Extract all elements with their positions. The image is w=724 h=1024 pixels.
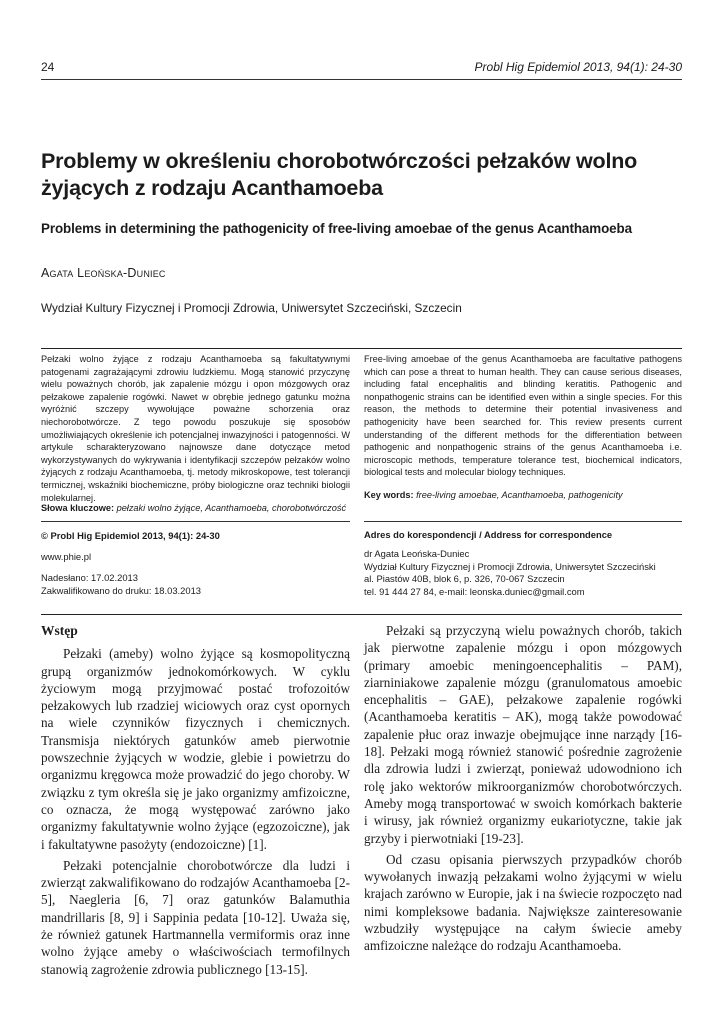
body-paragraph: Pełzaki (ameby) wolno żyjące są kosmopolityczną grupą organizmów jednokomórkowych. W cyklu życiowym mogą przyjmować postać trofozoitów pełzakowych lub rzadziej wiciowych oraz cyst opornych na wiele czynników fizycznych i chemicznych. Transmisja niektórych gatunków ameb pierwotnie powszechnie żyjących w wodzie, glebie i powietrzu do organizmu kręgowca może prowadzić do jego choroby. W związku z tym określa się je jako organizmy amfizoiczne, co oznacza, że mogą występować zarówno jako organizmy fakultatywnie wolno żyjące (egzozoiczne), jak i fakultatywne pasożyty (endozoiczne) [1].: [41, 646, 350, 852]
body-paragraph: Pełzaki są przyczyną wielu poważnych chorób, takich jak pierwotne zapalenie mózgu i opon mózgowych (primary amoebic meningoencephalitis – PAM), ziarniniakowe zapalenie mózgu (granulomatous amoebic encephalitis – GAE), pełzakowe zapalenie rogówki (Acanthamoeba keratitis – AK), mogą także powodować zapalenie płuc oraz inwazje obejmujące inne narządy [16-18]. Pełzaki mogą również stanowić pośrednie zagrożenie dla zdrowia ludzi i zwierząt, ponieważ udowodniono ich rolę jako wektorów mikroorganizmów chorobotwórczych. Ameby mogą transportować w swoich komórkach bakterie i wirusy, jak również organizmy eukariotyczne, takie jak grzyby i pierwotniaki [19-23].: [364, 623, 682, 846]
keywords-polish: [41, 503, 350, 513]
body-column-right: [364, 622, 682, 959]
author-name: Agata Leońska-Duniec: [41, 266, 166, 280]
body-column-left: [41, 622, 350, 982]
publication-info: [41, 529, 350, 597]
correspondence-institution: Wydział Kultury Fizycznej i Promocji Zdrowia, Uniwersytet Szczeciński: [364, 560, 656, 572]
author-affiliation: Wydział Kultury Fizycznej i Promocji Zdrowia, Uniwersytet Szczeciński, Szczecin: [41, 301, 462, 315]
abstract-english: Free-living amoebae of the genus Acanthamoeba are facultative pathogens which can pose a threat to human health. They can cause serious diseases, including fatal encephalitis and blinding keratitis. Pathogenic and nonpathogenic strains can be identified even within a single species. For this reason, the methods to determine their potential invasiveness and pathogenicity have been searched for. This review presents current understanding of the different methods for the differentiation between pathogenic and nonpathogenic strains of the genus Acanthamoeba i.e. microscopic methods, temperature tolerance test, biochemical indicators, biological tests and molecular biology techniques.: [364, 354, 682, 478]
journal-website-link[interactable]: www.phie.pl: [41, 551, 92, 562]
correspondence-name: dr Agata Leońska-Duniec: [364, 547, 470, 559]
page-number: 24: [41, 60, 55, 74]
keywords-polish-values: pełzaki wolno żyjące, Acanthamoeba, chorobotwórczość: [116, 503, 347, 513]
body-paragraph: Od czasu opisania pierwszych przypadków chorób wywołanych inwazją pełzakami wolno żyjącymi w wielu krajach zarówno w Europie, jak i na świecie rozpoczęto nad nimi kompleksowe badania. Największe zainteresowanie wzbudziły występujące na całym świecie ameby amfizoiczne należące do rodzaju Acanthamoeba.: [364, 851, 682, 954]
abstract-polish: Pełzaki wolno żyjące z rodzaju Acanthamoeba są fakultatywnymi patogenami zagrażającymi zdrowiu ludzkiemu. Mogą stanowić przyczynę wielu poważnych chorób, jak zapalenie mózgu i opon mózgowych oraz pełzakowe zapalenie rogówki. Nawet w obrębie jednego gatunku można wyróżnić szczepy wywołujące poważne schorzenia oraz niechorobotwórcze. Z tego powodu poszukuje się sposobów umożliwiających określenie ich potencjalnej inwazyjności i patogenności. W artykule scharakteryzowano najnowsze dane dotyczące metod wykorzystywanych do wykrywania i identyfikacji szczepów pełzaków wolno żyjących z rodzaju Acanthamoeba, tj. metody mikroskopowe, test tolerancji termicznej, wskaźniki biochemiczne, próby biologiczne oraz techniki biologii molekularnej.: [41, 354, 350, 503]
keywords-english: [364, 490, 682, 500]
received-date: Nadesłano: 17.02.2013: [41, 572, 138, 583]
article-title-polish: Problemy w określeniu chorobotwórczości pełzaków wolno żyjących z rodzaju Acanthamoeba: [41, 149, 638, 200]
accepted-date: Zakwalifikowano do druku: 18.03.2013: [41, 585, 201, 596]
keywords-english-values: free-living amoebae, Acanthamoeba, pathogenicity: [416, 490, 623, 500]
keywords-english-label: Key words:: [364, 490, 414, 500]
abstract-top-divider: [41, 348, 682, 349]
running-header-citation: Probl Hig Epidemiol 2013, 94(1): 24-30: [474, 60, 682, 74]
info-divider: [41, 614, 682, 615]
correspondence-address: al. Piastów 40B, blok 6, p. 326, 70-067 Szczecin: [364, 573, 565, 585]
article-title-english: Problems in determining the pathogenicity of free-living amoebae of the genus Acanthamoeba: [41, 221, 632, 236]
keywords-polish-label: Słowa kluczowe:: [41, 503, 115, 513]
header-divider: [41, 79, 682, 80]
section-heading: Wstęp: [41, 623, 78, 638]
keywords-divider-left: [41, 521, 350, 522]
keywords-divider-right: [364, 521, 682, 522]
correspondence-block: [364, 529, 682, 599]
publication-citation: © Probl Hig Epidemiol 2013, 94(1): 24-30: [41, 530, 220, 541]
body-paragraph: Pełzaki potencjalnie chorobotwórcze dla ludzi i zwierząt zakwalifikowano do rodzajów Acanthamoeba [2-5], Naegleria [6, 7] oraz gatunków Balamuthia mandrillaris [8, 9] i Sappinia pedata [10-12]. Uważa się, że również gatunek Hartmannella vermiformis oraz inne wolno żyjące ameby o właściwościach termofilnych stanowią zagrożenie zdrowia publicznego [13-15].: [41, 857, 350, 977]
correspondence-title: Adres do korespondencji / Address for correspondence: [364, 529, 613, 540]
correspondence-contact: tel. 91 444 27 84, e-mail: leonska.duniec@gmail.com: [364, 586, 585, 598]
